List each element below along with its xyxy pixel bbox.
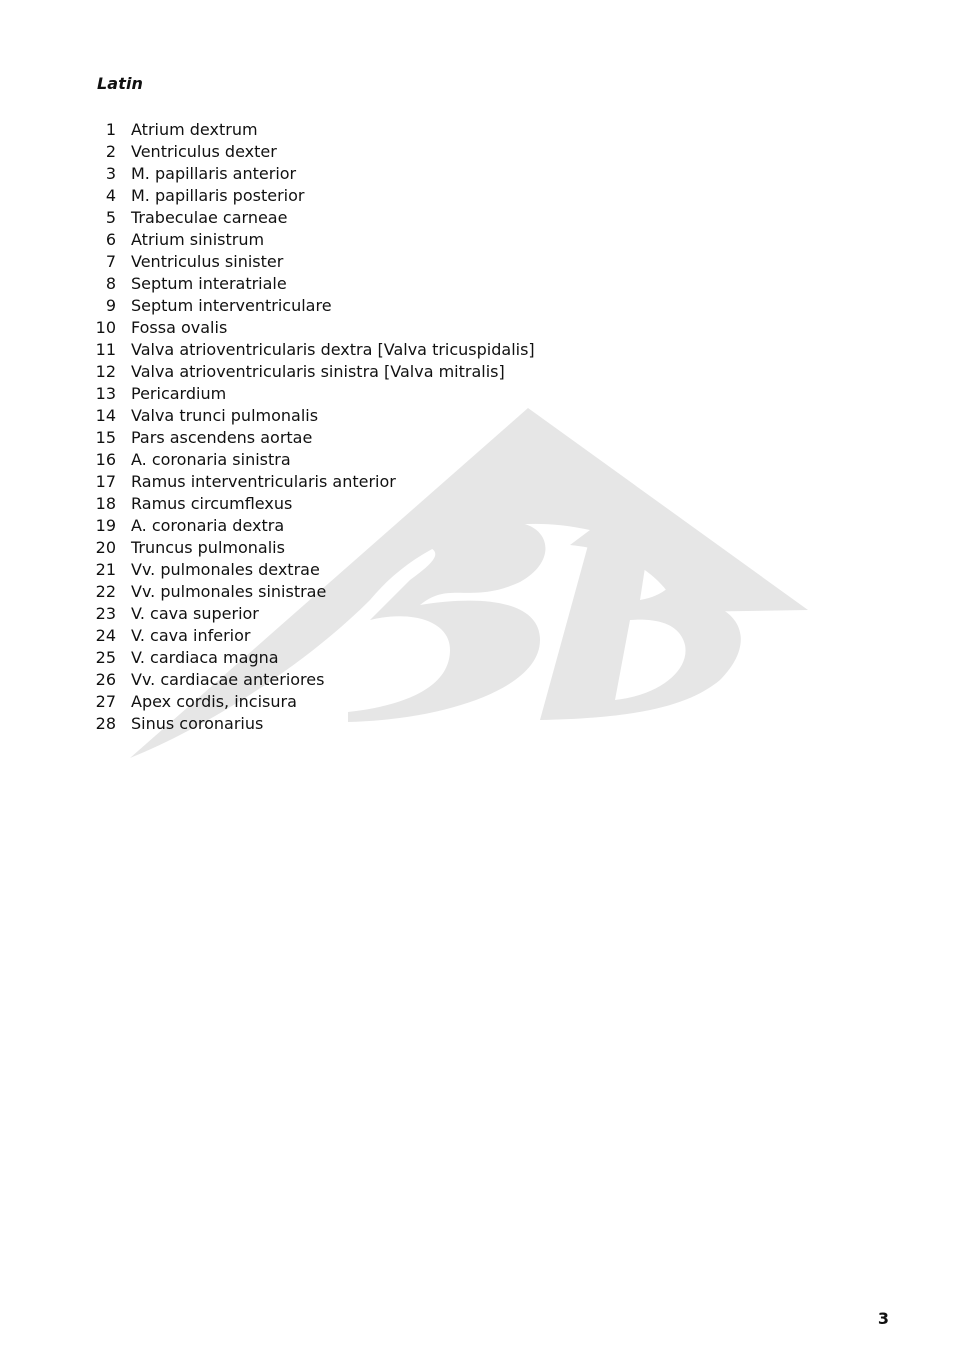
legend-item-number: 22 xyxy=(95,582,116,601)
legend-item-term: Fossa ovalis xyxy=(131,318,228,337)
legend-item-number: 26 xyxy=(95,670,116,689)
legend-item-number: 6 xyxy=(105,230,116,249)
legend-item xyxy=(86,163,535,185)
section-heading: Latin xyxy=(97,74,144,93)
legend-item-number: 17 xyxy=(95,472,116,491)
legend-item xyxy=(86,713,535,735)
page-number: 3 xyxy=(877,1309,889,1328)
legend-item-term: M. papillaris anterior xyxy=(131,164,297,183)
legend-item-term: Septum interatriale xyxy=(131,274,287,293)
legend-item-term: Pericardium xyxy=(131,384,227,403)
legend-item xyxy=(86,625,535,647)
legend-item-number: 18 xyxy=(95,494,116,513)
legend-item-term: A. coronaria sinistra xyxy=(131,450,291,469)
legend-item-term: Vv. pulmonales dextrae xyxy=(131,560,320,579)
legend-item xyxy=(86,449,535,471)
legend-item-number: 19 xyxy=(95,516,116,535)
legend-item-number: 27 xyxy=(95,692,116,711)
legend-item-term: Valva atrioventricularis sinistra [Valva mitralis] xyxy=(131,362,505,381)
legend-item xyxy=(86,339,535,361)
legend-item-term: Sinus coronarius xyxy=(131,714,264,733)
legend-item-term: V. cardiaca magna xyxy=(131,648,279,667)
legend-item xyxy=(86,471,535,493)
legend-item-number: 13 xyxy=(95,384,116,403)
legend-item xyxy=(86,273,535,295)
legend-item-term: Ventriculus sinister xyxy=(131,252,284,271)
legend-item xyxy=(86,229,535,251)
legend-item-term: Valva trunci pulmonalis xyxy=(131,406,319,425)
legend-item-number: 25 xyxy=(95,648,116,667)
legend-item-number: 15 xyxy=(95,428,116,447)
legend-item xyxy=(86,317,535,339)
legend-item-number: 3 xyxy=(105,164,116,183)
legend-item-number: 24 xyxy=(95,626,116,645)
legend-item-term: A. coronaria dextra xyxy=(131,516,285,535)
legend-item-term: Atrium sinistrum xyxy=(131,230,265,249)
legend-item-term: V. cava superior xyxy=(131,604,259,623)
registered-mark: ® xyxy=(682,606,710,639)
legend-item-number: 11 xyxy=(95,340,116,359)
legend-item-term: Vv. pulmonales sinistrae xyxy=(131,582,327,601)
legend-item xyxy=(86,141,535,163)
legend-item-term: Apex cordis, incisura xyxy=(131,692,297,711)
legend-item-term: Ventriculus dexter xyxy=(131,142,277,161)
legend-item xyxy=(86,295,535,317)
legend-item xyxy=(86,603,535,625)
legend-item-number: 5 xyxy=(105,208,116,227)
legend-item-number: 1 xyxy=(105,120,116,139)
legend-item-number: 28 xyxy=(95,714,116,733)
legend-item-number: 12 xyxy=(95,362,116,381)
legend-item-number: 21 xyxy=(95,560,116,579)
legend-item xyxy=(86,119,535,141)
legend-item xyxy=(86,405,535,427)
legend-item xyxy=(86,207,535,229)
legend-item-term: M. papillaris posterior xyxy=(131,186,305,205)
legend-item-term: Atrium dextrum xyxy=(131,120,258,139)
legend-item xyxy=(86,559,535,581)
legend-item-number: 2 xyxy=(105,142,116,161)
legend-item-number: 7 xyxy=(105,252,116,271)
legend-item xyxy=(86,493,535,515)
legend-item-number: 16 xyxy=(95,450,116,469)
legend-item-number: 4 xyxy=(105,186,116,205)
legend-item-term: Ramus circumflexus xyxy=(131,494,293,513)
legend-item xyxy=(86,361,535,383)
legend-item-term: V. cava inferior xyxy=(131,626,251,645)
legend-item xyxy=(86,427,535,449)
legend-item xyxy=(86,251,535,273)
legend-item-term: Septum interventriculare xyxy=(131,296,332,315)
legend-item xyxy=(86,185,535,207)
legend-item-term: Ramus interventricularis anterior xyxy=(131,472,396,491)
legend-item xyxy=(86,669,535,691)
legend-item-number: 8 xyxy=(105,274,116,293)
legend-item-term: Trabeculae carneae xyxy=(131,208,288,227)
legend-item-number: 20 xyxy=(95,538,116,557)
legend-item-term: Vv. cardiacae anteriores xyxy=(131,670,325,689)
legend-item-term: Valva atrioventricularis dextra [Valva tricuspidalis] xyxy=(131,340,535,359)
legend-item-number: 10 xyxy=(95,318,116,337)
legend-item xyxy=(86,515,535,537)
legend-item-number: 14 xyxy=(95,406,116,425)
legend-item xyxy=(86,691,535,713)
legend-list xyxy=(86,119,535,735)
legend-item xyxy=(86,537,535,559)
legend-item-term: Pars ascendens aortae xyxy=(131,428,313,447)
watermark-logo-text: 3B xyxy=(120,400,122,401)
legend-item xyxy=(86,647,535,669)
legend-item xyxy=(86,581,535,603)
legend-item-number: 9 xyxy=(105,296,116,315)
legend-item xyxy=(86,383,535,405)
legend-item-number: 23 xyxy=(95,604,116,623)
legend-item-term: Truncus pulmonalis xyxy=(131,538,285,557)
